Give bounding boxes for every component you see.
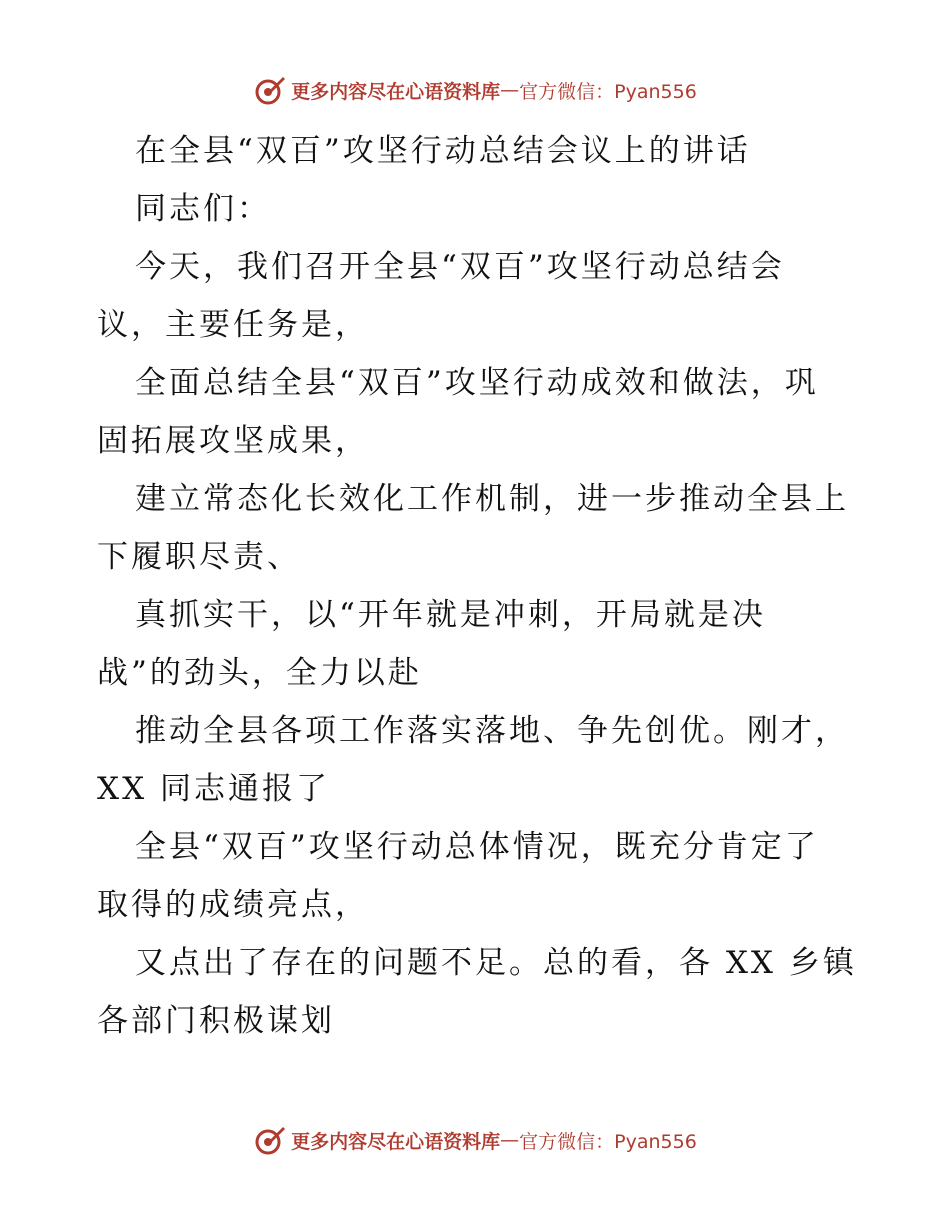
text-line: 全县“双百”攻坚行动总体情况，既充分肯定了 [135,829,819,865]
footer-watermark [0,1120,950,1160]
quill-logo-icon [253,1123,287,1157]
text-line: 下履职尽责、 [97,539,301,575]
watermark-brand: 更多内容尽在心语资料库 [291,1130,501,1153]
text-line: XX 同志通报了 [97,771,330,807]
salutation: 同志们： [135,191,271,227]
quill-logo-icon [253,73,287,107]
document-title: 在全县“双百”攻坚行动总结会议上的讲话 [135,133,751,169]
text-line: 又点出了存在的问题不足。总的看，各 XX 乡镇 [135,945,857,981]
watermark-contact: 官方微信：Pyan556 [519,80,697,103]
text-line: 取得的成绩亮点， [97,887,369,923]
text-line: 各部门积极谋划 [97,1003,335,1039]
watermark-dash: — [500,1129,520,1151]
text-line: 战”的劲头，全力以赴 [97,655,422,691]
text-line: 固拓展攻坚成果， [97,423,369,459]
watermark-contact: 官方微信：Pyan556 [519,1130,697,1153]
watermark-dash: — [500,79,520,101]
document-body [97,122,857,1050]
header-watermark [0,70,950,110]
text-line: 真抓实干，以“开年就是冲刺，开局就是决 [135,597,766,633]
text-line: 建立常态化长效化工作机制，进一步推动全县上 [135,481,849,517]
text-line: 推动全县各项工作落实落地、争先创优。刚才， [135,713,849,749]
text-line: 全面总结全县“双百”攻坚行动成效和做法，巩 [135,365,819,401]
text-line: 今天，我们召开全县“双百”攻坚行动总结会 [135,249,785,285]
watermark-brand: 更多内容尽在心语资料库 [291,80,501,103]
text-line: 议，主要任务是， [97,307,369,343]
